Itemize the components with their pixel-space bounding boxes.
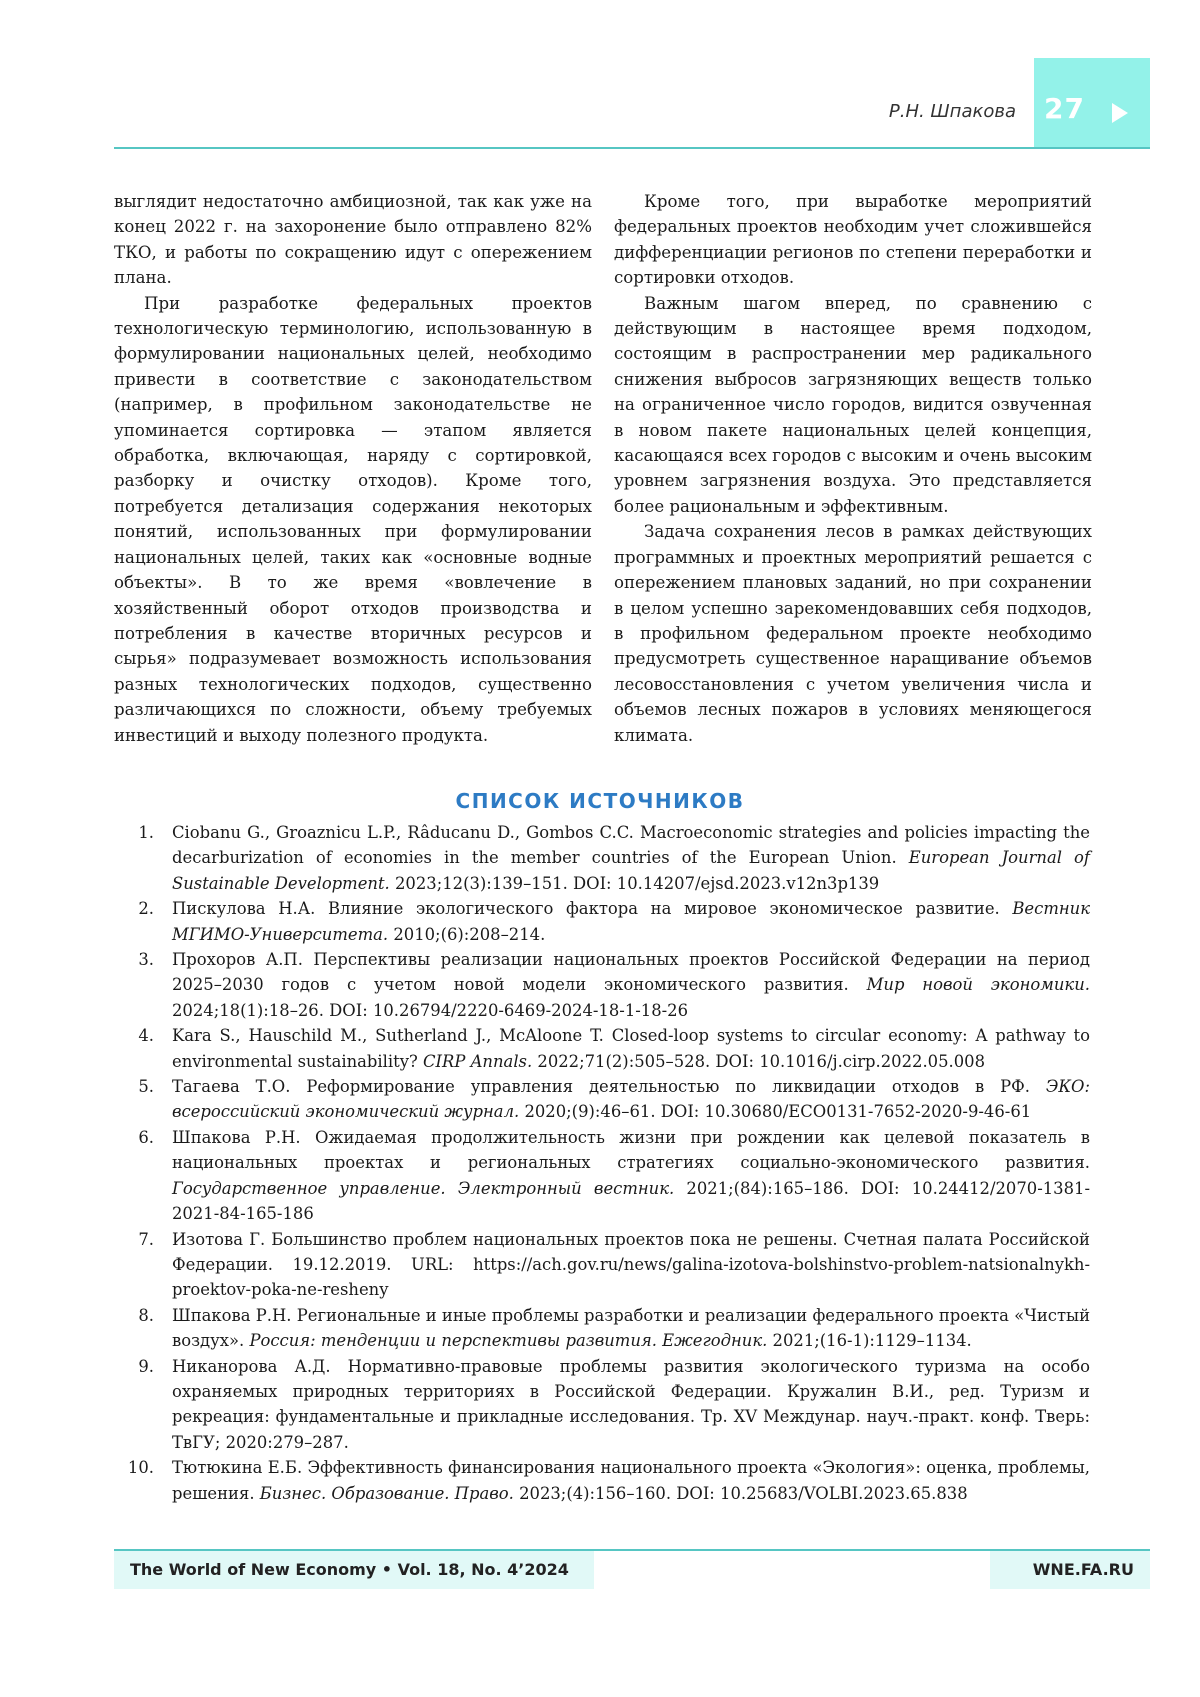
reference-source: Бизнес. Образование. Право. bbox=[259, 1483, 514, 1503]
reference-source: Мир новой экономики. bbox=[866, 975, 1090, 995]
reference-number: 6. bbox=[138, 1127, 154, 1147]
paragraph: выглядит недостаточно амбициозной, так как уже на конец 2022 г. на захоронение было отправлено 82% ТКО, и работы по сокращению идут с опережением плана. bbox=[114, 192, 592, 288]
reference-text: Тагаева Т.О. Реформирование управления деятельностью по ликвидации отходов в РФ. bbox=[172, 1077, 1046, 1097]
reference-text: Kara S., Hauschild M., Sutherland J., McAloone T. Closed-loop systems to circular economy: A pathway to environmental sustainability? bbox=[172, 1026, 1090, 1071]
reference-details: 2021;(16-1):1129–1134. bbox=[767, 1331, 972, 1351]
reference-item bbox=[120, 1227, 1090, 1303]
footer-site-link[interactable]: WNE.FA.RU bbox=[990, 1551, 1150, 1589]
paragraph: Задача сохранения лесов в рамках действующих программных и проектных мероприятий решается с опережением плановых заданий, но при сохранении в целом успешно зарекомендовавших себя подходов, в профильном федеральном проекте необходимо предусмотреть существенное наращивание объемов лесовосстановления с учетом увеличения числа и объемов лесных пожаров в условиях меняющегося климата. bbox=[614, 522, 1092, 745]
paragraph: Кроме того, при выработке мероприятий федеральных проектов необходим учет сложившейся дифференциации регионов по степени переработки и сортировки отходов. bbox=[614, 192, 1092, 288]
reference-details: 2010;(6):208–214. bbox=[388, 924, 546, 944]
reference-item bbox=[120, 820, 1090, 896]
reference-number: 2. bbox=[138, 899, 154, 919]
reference-source: Вестник МГИМО-Университета. bbox=[172, 899, 1090, 944]
text-column-right bbox=[614, 189, 1092, 748]
header-rule bbox=[114, 147, 1150, 149]
reference-source: CIRP Annals. bbox=[423, 1051, 533, 1071]
reference-item bbox=[120, 1455, 1090, 1506]
page-number: 27 bbox=[1044, 92, 1085, 125]
reference-text: Изотова Г. Большинство проблем национальных проектов пока не решены. Счетная палата Российской Федерации. 19.12.2019. URL: https://ach.gov.ru/news/galina-izotova-bolshinstvo-problem-natsionalnykh-proektov-poka-ne-resheny bbox=[172, 1229, 1090, 1300]
running-head-author: Р.Н. Шпакова bbox=[888, 101, 1016, 122]
reference-number: 3. bbox=[138, 950, 154, 970]
reference-source: ЭКО: всероссийский экономический журнал. bbox=[172, 1077, 1090, 1122]
reference-item bbox=[120, 1303, 1090, 1354]
reference-number: 1. bbox=[138, 823, 154, 842]
reference-details: 2023;(4):156–160. DOI: 10.25683/VOLBI.2023.65.838 bbox=[513, 1483, 968, 1503]
reference-number: 5. bbox=[138, 1077, 154, 1097]
text-column-left bbox=[114, 189, 592, 748]
reference-item bbox=[120, 1354, 1090, 1456]
reference-item bbox=[120, 1074, 1090, 1125]
reference-source: Государственное управление. Электронный вестник. bbox=[172, 1178, 675, 1198]
reference-number: 7. bbox=[138, 1229, 154, 1249]
reference-text: Никанорова А.Д. Нормативно-правовые проблемы развития экологического туризма на особо охраняемых природных территориях в Российской Федерации. Кружалин В.И., ред. Туризм и рекреация: фундаментальные и прикладные исследования. Тр. XV Междунар. науч.-практ. конф. Тверь: ТвГУ; 2020:279–287. bbox=[172, 1356, 1090, 1452]
reference-number: 4. bbox=[138, 1026, 154, 1046]
reference-text: Шпакова Р.Н. Ожидаемая продолжительность жизни при рождении как целевой показатель в национальных проектах и региональных стратегиях социально-экономического развития. bbox=[172, 1127, 1090, 1173]
reference-details: 2023;12(3):139–151. DOI: 10.14207/ejsd.2023.v12n3p139 bbox=[389, 873, 880, 893]
reference-source: European Journal of Sustainable Development. bbox=[172, 848, 1090, 893]
reference-text: Шпакова Р.Н. Региональные и иные проблемы разработки и реализации федерального проекта «Чистый воздух». bbox=[172, 1305, 1090, 1351]
reference-item bbox=[120, 896, 1090, 947]
reference-details: 2020;(9):46–61. DOI: 10.30680/ECO0131-7652-2020-9-46-61 bbox=[519, 1102, 1032, 1122]
reference-number: 8. bbox=[138, 1305, 154, 1325]
reference-number: 9. bbox=[138, 1356, 154, 1376]
reference-item bbox=[120, 1023, 1090, 1074]
paragraph: Важным шагом вперед, по сравнению с действующим в настоящее время подходом, состоящим в распространении мер радикального снижения выбросов загрязняющих веществ только на ограниченное число городов, видится озвученная в новом пакете национальных целей концепция, касающаяся всех городов с высоким и очень высоким уровнем загрязнения воздуха. Это представляется более рациональным и эффективным. bbox=[614, 293, 1092, 516]
footer-journal: The World of New Economy • Vol. 18, No. 4’2024 bbox=[114, 1551, 594, 1589]
references-list bbox=[120, 820, 1090, 1506]
next-page-arrow-icon bbox=[1112, 103, 1128, 123]
reference-item bbox=[120, 947, 1090, 1023]
references-heading: СПИСОК ИСТОЧНИКОВ bbox=[455, 789, 745, 813]
reference-details: 2021;(84):165–186. DOI: 10.24412/2070-1381-2021-84-165-186 bbox=[172, 1178, 1090, 1224]
reference-source: Россия: тенденции и перспективы развития. Ежегодник. bbox=[249, 1331, 768, 1351]
reference-details: 2024;18(1):18–26. DOI: 10.26794/2220-6469-2024-18-1-18-26 bbox=[172, 1000, 689, 1020]
reference-number: 10. bbox=[127, 1458, 154, 1478]
reference-text: Прохоров А.П. Перспективы реализации национальных проектов Российской Федерации на период 2025–2030 годов с учетом новой модели экономического развития. bbox=[172, 950, 1090, 995]
reference-text: Ciobanu G., Groaznicu L.P., Râducanu D., Gombos C.C. Macroeconomic strategies and policies impacting the decarburization of economies in the member countries of the European Union. bbox=[172, 823, 1090, 868]
paragraph: При разработке федеральных проектов технологическую терминологию, использованную в формулировании национальных целей, необходимо привести в соответствие с законодательством (например, в профильном законодательстве не упоминается сортировка — этапом является обработка, включающая, наряду с сортировкой, разборку и очистку отходов). Кроме того, потребуется детализация содержания некоторых понятий, использованных при формулировании национальных целей, таких как «основные водные объекты». В то же время «вовлечение в хозяйственный оборот отходов производства и потребления в качестве вторичных ресурсов и сырья» подразумевает возможность использования разных технологических подходов, существенно различающихся по сложности, объему требуемых инвестиций и выходу полезного продукта. bbox=[114, 293, 592, 745]
reference-item bbox=[120, 1125, 1090, 1227]
reference-text: Пискулова Н.А. Влияние экологического фактора на мировое экономическое развитие. bbox=[172, 899, 1013, 919]
reference-details: 2022;71(2):505–528. DOI: 10.1016/j.cirp.2022.05.008 bbox=[532, 1051, 986, 1071]
reference-text: Тютюкина Е.Б. Эффективность финансирования национального проекта «Экология»: оценка, проблемы, решения. bbox=[172, 1458, 1090, 1503]
